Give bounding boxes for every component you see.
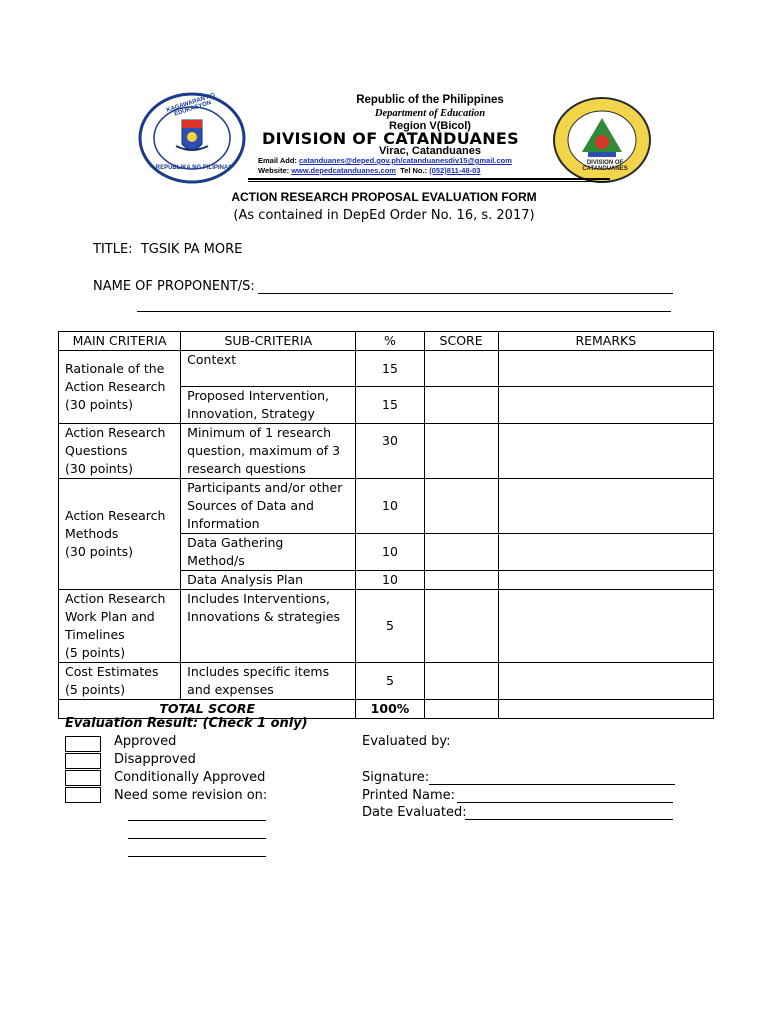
email-label: Email Add: bbox=[258, 156, 297, 165]
sub-criteria-cell: Participants and/or other Sources of Data and Information bbox=[181, 479, 356, 534]
needs-revision-checkbox[interactable] bbox=[65, 787, 101, 803]
sub-criteria-cell: Data Analysis Plan bbox=[181, 571, 356, 590]
main-criteria-cell: Action Research Methods (30 points) bbox=[59, 479, 181, 590]
main-criteria-cell: Rationale of the Action Research (30 points) bbox=[59, 351, 181, 424]
proponent-input-line-2[interactable] bbox=[137, 311, 671, 312]
percent-cell: 10 bbox=[356, 571, 424, 590]
header-division: DIVISION OF CATANDUANES bbox=[262, 129, 519, 148]
score-cell[interactable] bbox=[424, 663, 498, 700]
remarks-cell[interactable] bbox=[498, 351, 713, 387]
header-location: Virac, Catanduanes bbox=[379, 145, 481, 157]
sub-criteria-cell: Includes Interventions, Innovations & strategies bbox=[181, 590, 356, 663]
website-link[interactable]: www.depedcatanduanes.com bbox=[291, 166, 396, 175]
percent-cell: 15 bbox=[356, 351, 424, 387]
header-sub-criteria: SUB-CRITERIA bbox=[181, 332, 356, 351]
sub-criteria-cell: Data Gathering Method/s bbox=[181, 534, 356, 571]
percent-cell: 5 bbox=[356, 590, 424, 663]
total-value: 100% bbox=[356, 700, 424, 719]
conditionally-approved-label: Conditionally Approved bbox=[114, 770, 266, 785]
website-label: Website: bbox=[258, 166, 290, 175]
title-label: TITLE: bbox=[93, 242, 133, 257]
table-header-row bbox=[59, 332, 714, 351]
remarks-cell[interactable] bbox=[498, 571, 713, 590]
evaluated-by-label: Evaluated by: bbox=[362, 734, 451, 749]
table-row bbox=[59, 479, 714, 534]
evaluation-heading: Evaluation Result: (Check 1 only) bbox=[65, 716, 308, 731]
needs-revision-label: Need some revision on: bbox=[114, 788, 268, 803]
table-row bbox=[59, 590, 714, 663]
sub-criteria-cell: Context bbox=[181, 351, 356, 387]
percent-cell: 5 bbox=[356, 663, 424, 700]
form-title: ACTION RESEARCH PROPOSAL EVALUATION FORM bbox=[231, 190, 537, 204]
proponent-input-line[interactable] bbox=[258, 293, 673, 294]
header-department: Department of Education bbox=[374, 108, 486, 119]
seal-text-bottom: REPUBLIKA NG PILIPINAS bbox=[155, 165, 233, 171]
score-cell[interactable] bbox=[424, 351, 498, 387]
remarks-cell[interactable] bbox=[498, 534, 713, 571]
main-criteria-cell: Cost Estimates (5 points) bbox=[59, 663, 181, 700]
conditionally-approved-checkbox[interactable] bbox=[65, 770, 101, 786]
header-main-criteria: MAIN CRITERIA bbox=[59, 332, 181, 351]
score-cell[interactable] bbox=[424, 424, 498, 479]
percent-cell: 10 bbox=[356, 479, 424, 534]
date-evaluated-label: Date Evaluated: bbox=[362, 805, 467, 820]
disapproved-checkbox[interactable] bbox=[65, 753, 101, 769]
approved-label: Approved bbox=[114, 734, 177, 749]
percent-cell: 10 bbox=[356, 534, 424, 571]
tel-label: Tel No.: bbox=[400, 166, 428, 175]
main-criteria-cell: Action Research Work Plan and Timelines (5 points) bbox=[59, 590, 181, 663]
revision-line-3[interactable] bbox=[128, 856, 266, 857]
score-cell[interactable] bbox=[424, 534, 498, 571]
total-label: TOTAL SCORE bbox=[59, 700, 356, 719]
header-region: Region V(Bicol) bbox=[389, 120, 471, 132]
tel-value: (052)811-48-03 bbox=[429, 166, 481, 175]
printed-name-label: Printed Name: bbox=[362, 788, 456, 803]
date-evaluated-line[interactable] bbox=[465, 819, 673, 820]
title-value: TGSIK PA MORE bbox=[140, 242, 243, 257]
header-remarks: REMARKS bbox=[498, 332, 713, 351]
score-cell[interactable] bbox=[424, 387, 498, 424]
percent-cell: 15 bbox=[356, 387, 424, 424]
table-row bbox=[59, 424, 714, 479]
evaluation-table bbox=[58, 331, 714, 719]
remarks-cell[interactable] bbox=[498, 424, 713, 479]
printed-name-line[interactable] bbox=[457, 802, 673, 803]
email-link[interactable]: catanduanes@deped.gov.ph/catanduanesdiv15@gmail.com bbox=[299, 156, 512, 165]
sub-criteria-cell: Minimum of 1 research question, maximum of 3 research questions bbox=[181, 424, 356, 479]
proponent-label: NAME OF PROPONENT/S: bbox=[93, 279, 255, 294]
total-remarks-cell[interactable] bbox=[498, 700, 713, 719]
score-cell[interactable] bbox=[424, 590, 498, 663]
header-percent: % bbox=[356, 332, 424, 351]
header-email-line bbox=[258, 156, 558, 165]
header-republic: Republic of the Philippines bbox=[356, 94, 504, 106]
header-divider bbox=[248, 178, 610, 180]
revision-line-1[interactable] bbox=[128, 820, 266, 821]
sub-criteria-cell: Includes specific items and expenses bbox=[181, 663, 356, 700]
remarks-cell[interactable] bbox=[498, 590, 713, 663]
remarks-cell[interactable] bbox=[498, 663, 713, 700]
sub-criteria-cell: Proposed Intervention, Innovation, Strategy bbox=[181, 387, 356, 424]
score-cell[interactable] bbox=[424, 571, 498, 590]
signature-line[interactable] bbox=[429, 784, 675, 785]
header-website-line bbox=[258, 166, 558, 175]
form-subtitle: (As contained in DepEd Order No. 16, s. 2017) bbox=[233, 208, 535, 223]
title-field bbox=[93, 242, 242, 257]
score-cell[interactable] bbox=[424, 479, 498, 534]
seal-text-top: KAGAWARAN NG EDUKASYON bbox=[166, 92, 217, 118]
right-seal-text: DIVISION OF CATANDUANES bbox=[582, 160, 628, 172]
signature-label: Signature: bbox=[362, 770, 430, 785]
remarks-cell[interactable] bbox=[498, 479, 713, 534]
main-criteria-cell: Action Research Questions (30 points) bbox=[59, 424, 181, 479]
header-divider-thin bbox=[248, 181, 610, 182]
disapproved-label: Disapproved bbox=[114, 752, 196, 767]
revision-line-2[interactable] bbox=[128, 838, 266, 839]
header-score: SCORE bbox=[424, 332, 498, 351]
approved-checkbox[interactable] bbox=[65, 736, 101, 752]
remarks-cell[interactable] bbox=[498, 387, 713, 424]
total-score-cell[interactable] bbox=[424, 700, 498, 719]
table-row bbox=[59, 351, 714, 387]
percent-cell: 30 bbox=[356, 424, 424, 479]
table-row bbox=[59, 663, 714, 700]
